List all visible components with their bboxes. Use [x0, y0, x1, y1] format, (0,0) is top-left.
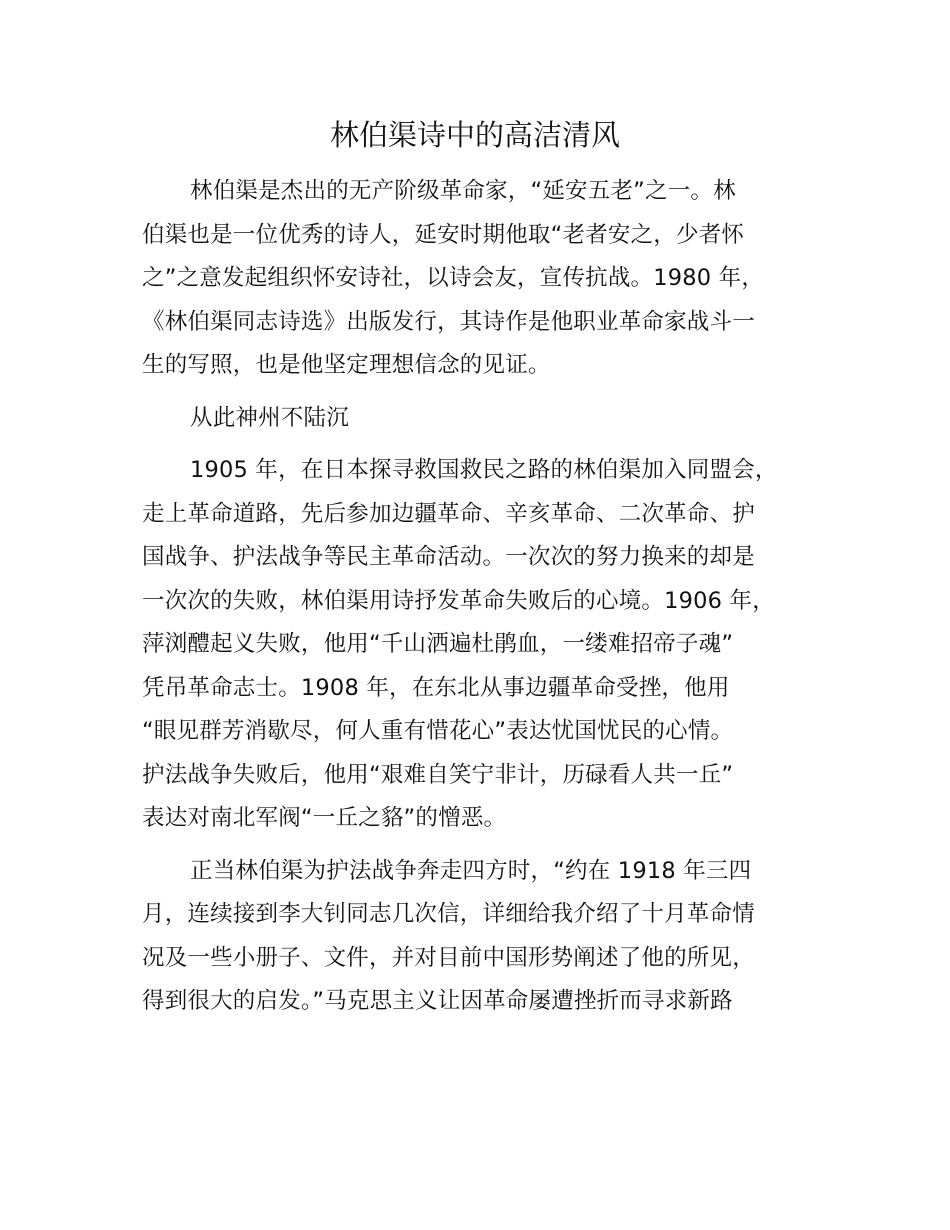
paragraph-line: 凭吊革命志士。1908 年，在东北从事边疆革命受挫，他用 [142, 675, 730, 701]
paragraph-line: 之”之意发起组织怀安诗社，以诗会友，宣传抗战。1980 年， [142, 265, 765, 291]
paragraph-line: 生的写照，也是他坚定理想信念的见证。 [142, 352, 551, 378]
paragraph-line: 月，连续接到李大钊同志几次信，详细给我介绍了十月革命情 [142, 901, 755, 927]
paragraph-line: 正当林伯渠为护法战争奔走四方时，“约在 1918 年三四 [190, 858, 752, 884]
paragraph-line: 护法战争失败后，他用“艰难自笑宁非计，历碌看人共一丘” [142, 762, 734, 788]
paragraph-line: 萍浏醴起义失败，他用“千山洒遍杜鹃血，一缕难招帝子魂” [142, 631, 734, 657]
document-title: 林伯渠诗中的高洁清风 [329, 118, 620, 152]
paragraph-line: 一次次的失败，林伯渠用诗抒发革命失败后的心境。1906 年， [142, 588, 775, 614]
paragraph-line: 《林伯渠同志诗选》出版发行，其诗作是他职业革命家战斗一 [142, 309, 755, 335]
paragraph-line: 国战争、护法战争等民主革命活动。一次次的努力换来的却是 [142, 544, 755, 570]
paragraph-line: 况及一些小册子、文件，并对目前中国形势阐述了他的所见， [142, 945, 755, 971]
paragraph-line: 走上革命道路，先后参加边疆革命、辛亥革命、二次革命、护 [142, 501, 755, 527]
paragraph-line: “眼见群芳消歇尽，何人重有惜花心”表达忧国忧民的心情。 [142, 718, 734, 744]
section-heading: 从此神州不陆沉 [190, 405, 349, 431]
paragraph-line: 林伯渠是杰出的无产阶级革命家，“延安五老”之一。林 [190, 178, 736, 204]
paragraph-line: 表达对南北军阀“一丘之貉”的憎恶。 [142, 805, 507, 831]
paragraph-line: 得到很大的启发。”马克思主义让因革命屡遭挫折而寻求新路 [142, 988, 733, 1014]
paragraph-line: 1905 年，在日本探寻救国救民之路的林伯渠加入同盟会， [190, 457, 778, 483]
paragraph-line: 伯渠也是一位优秀的诗人，延安时期他取“老者安之，少者怀 [142, 222, 745, 248]
